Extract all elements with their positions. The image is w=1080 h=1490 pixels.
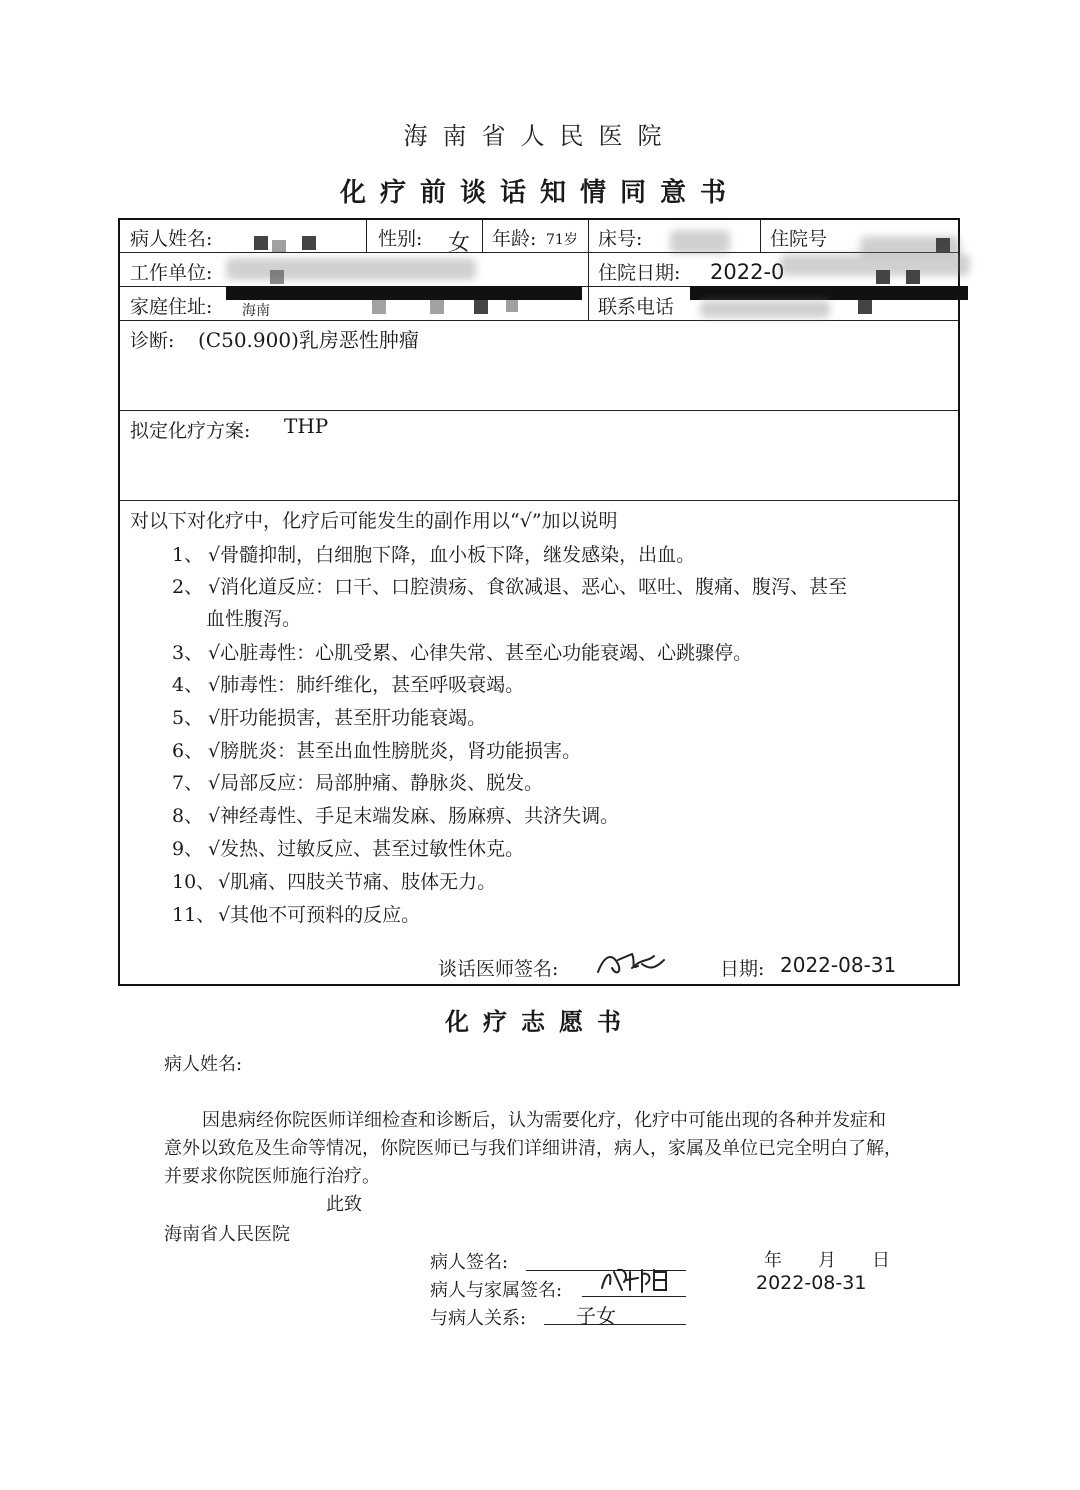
side-effect-num: 4、 (172, 674, 204, 696)
consent-form-table (118, 218, 960, 986)
consent-line: 因患病经你院医师详细检查和诊断后，认为需要化疗，化疗中可能出现的各种并发症和 (202, 1110, 886, 1131)
doctor-signature-image (592, 942, 668, 982)
side-effect-text: √神经毒性、手足末端发麻、肠麻痹、共济失调。 (208, 805, 620, 827)
side-effect-num: 5、 (172, 707, 204, 729)
consent-title: 化疗志愿书 (445, 1007, 635, 1036)
side-effect-num: 2、 (172, 576, 204, 598)
family-sign-date: 2022-08-31 (756, 1272, 867, 1294)
admission-date-label: 住院日期: (598, 262, 681, 284)
privacy-mask (690, 286, 968, 300)
patient-sign-label: 病人签名: (430, 1252, 509, 1273)
side-effect-text: √骨髓抑制，白细胞下降，血小板下降，继发感染，出血。 (208, 544, 696, 566)
diagnosis-value: (C50.900)乳房恶性肿瘤 (198, 328, 419, 352)
patient-name-label: 病人姓名: (130, 228, 213, 250)
col-divider (760, 220, 761, 252)
side-effect-num: 7、 (172, 772, 204, 794)
privacy-mask (780, 254, 970, 276)
diagnosis-label: 诊断: (130, 330, 175, 352)
family-signature-line (582, 1296, 686, 1297)
consent-patient-name-label: 病人姓名: (164, 1054, 243, 1075)
side-effect-text: √心脏毒性：心肌受累、心律失常、甚至心功能衰竭、心跳骤停。 (208, 642, 753, 664)
privacy-mask (506, 300, 518, 312)
side-effect-text: √发热、过敏反应、甚至过敏性休克。 (208, 838, 525, 860)
side-effect-text: √肌痛、四肢关节痛、肢体无力。 (218, 871, 497, 893)
side-effect-num: 8、 (172, 805, 204, 827)
side-effects-intro: 对以下对化疗中，化疗后可能发生的副作用以“√”加以说明 (130, 510, 618, 532)
consent-line: 意外以致危及生命等情况，你院医师已与我们详细讲清，病人，家属及单位已完全明白了解， (164, 1138, 902, 1159)
privacy-mask (670, 230, 730, 254)
privacy-mask (906, 270, 920, 284)
relation-label: 与病人关系: (430, 1308, 527, 1329)
privacy-mask (474, 300, 488, 314)
side-effect-num: 9、 (172, 838, 204, 860)
phone-label: 联系电话 (598, 296, 675, 318)
family-signature-image (596, 1262, 682, 1296)
side-effect-num: 3、 (172, 642, 204, 664)
col-divider (588, 220, 589, 320)
privacy-mask (430, 300, 444, 314)
row-divider (120, 252, 958, 253)
col-divider (482, 220, 483, 252)
doctor-sign-label: 谈话医师签名: (438, 958, 559, 980)
sex-label: 性别: (378, 228, 423, 250)
sex-value: 女 (448, 231, 471, 256)
side-effect-text: √膀胱炎：甚至出血性膀胱炎，肾功能损害。 (208, 740, 582, 762)
side-effect-text: √肺毒性：肺纤维化，甚至呼吸衰竭。 (208, 674, 525, 696)
consent-line: 并要求你院医师施行治疗。 (164, 1166, 380, 1187)
family-sign-label: 病人与家属签名: (430, 1280, 563, 1301)
date-year-month-day: 年 月 日 (764, 1250, 890, 1271)
work-unit-label: 工作单位: (130, 262, 213, 284)
age-value: 71岁 (546, 232, 578, 248)
privacy-mask (700, 300, 830, 318)
side-effect-text: √其他不可预料的反应。 (218, 904, 421, 926)
side-effect-text: √肝功能损害，甚至肝功能衰竭。 (208, 707, 487, 729)
row-divider (120, 410, 958, 411)
plan-value: THP (284, 414, 329, 438)
privacy-mask (876, 270, 890, 284)
address-label: 家庭住址: (130, 296, 213, 318)
row-divider (120, 320, 958, 321)
age-label: 年龄: (492, 228, 537, 250)
relation-value: 子女 (576, 1304, 616, 1328)
hospital-name: 海南省人民医院 (403, 122, 677, 150)
admission-date-value: 2022-0 (710, 260, 785, 284)
privacy-mask (270, 270, 284, 284)
side-effect-text: √消化道反应：口干、口腔溃疡、食欲减退、恶心、呕吐、腹痛、腹泻、甚至 (208, 576, 848, 598)
privacy-mask (226, 258, 476, 280)
privacy-mask (302, 236, 316, 250)
date-label: 日期: (720, 958, 765, 980)
admission-no-label: 住院号 (770, 228, 828, 250)
bed-label: 床号: (598, 228, 643, 250)
privacy-mask (936, 238, 950, 252)
address-value: 海南 (242, 303, 270, 319)
side-effect-num: 11、 (172, 904, 216, 926)
privacy-mask (226, 286, 582, 300)
privacy-mask (272, 240, 286, 252)
col-divider (366, 220, 367, 252)
privacy-mask (254, 236, 268, 250)
side-effect-text: √局部反应：局部肿痛、静脉炎、脱发。 (208, 772, 544, 794)
date-value: 2022-08-31 (780, 953, 897, 977)
form-title: 化疗前谈话知情同意书 (339, 178, 740, 208)
salutation: 此致 (326, 1194, 362, 1215)
side-effect-num: 1、 (172, 544, 204, 566)
privacy-mask (372, 300, 386, 314)
privacy-mask (858, 300, 872, 314)
side-effect-num: 10、 (172, 871, 216, 893)
side-effect-num: 6、 (172, 740, 204, 762)
row-divider (120, 500, 958, 501)
plan-label: 拟定化疗方案: (130, 420, 251, 442)
recipient: 海南省人民医院 (164, 1224, 290, 1245)
side-effect-text-cont: 血性腹泻。 (206, 608, 302, 630)
